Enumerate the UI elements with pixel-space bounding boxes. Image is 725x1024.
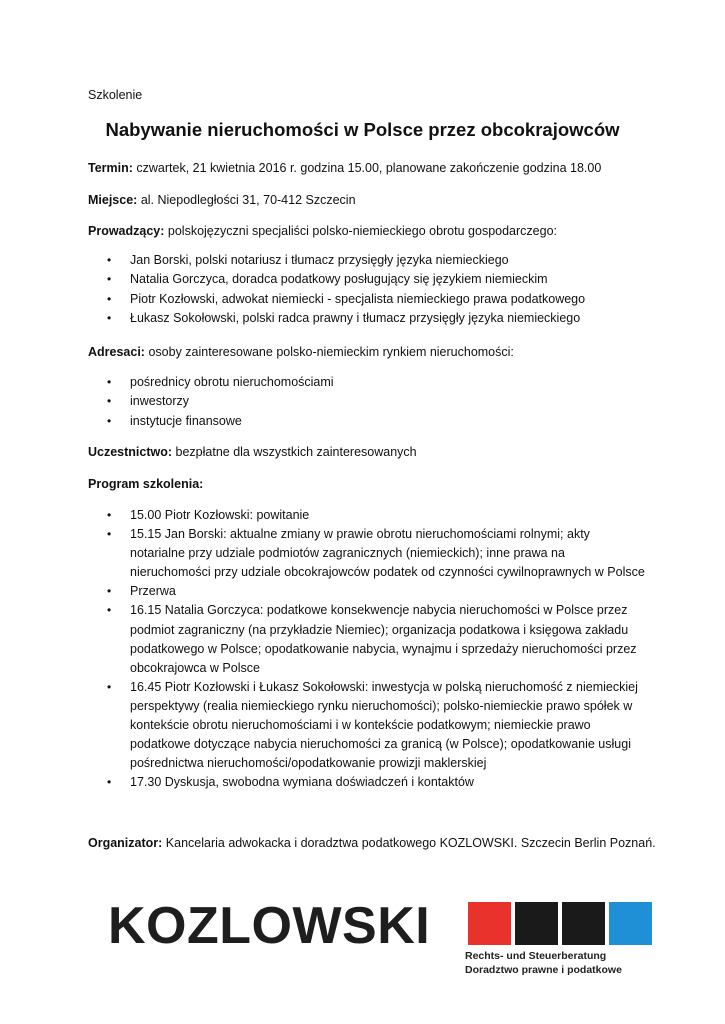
termin-text: czwartek, 21 kwietnia 2016 r. godzina 15.00, planowane zakończenie godzina 18.00	[132, 161, 602, 175]
list-item-text: Piotr Kozłowski, adwokat niemiecki - specjalista niemieckiego prawa podatkowego	[130, 291, 586, 306]
list-item	[88, 506, 655, 525]
list-item-text: podmiot zagraniczny (na przykładzie Niemiec); organizacja podatkowa i księgowa zakładu	[130, 622, 629, 637]
list-item-text: Jan Borski, polski notariusz i tłumacz przysięgły języka niemieckiego	[130, 253, 509, 267]
document-title: Nabywanie nieruchomości w Polsce przez obcokrajowców	[105, 119, 620, 140]
bullet-icon: •	[107, 272, 112, 287]
logo-square-black	[515, 902, 558, 945]
document-tag: Szkolenie	[88, 88, 143, 102]
list-item-text: instytucje finansowe	[130, 413, 242, 428]
logo-square-blue	[609, 902, 652, 945]
program-list	[88, 506, 655, 792]
kozlowski-logo	[88, 888, 638, 988]
miejsce-line	[88, 193, 655, 207]
prowadzacy-text: polskojęzyczni specjaliści polsko-niemieckiego obrotu gospodarczego:	[164, 224, 557, 238]
bullet-icon: •	[107, 310, 112, 325]
miejsce-label: Miejsce:	[88, 193, 138, 207]
logo-wordmark: KOZLOWSKI	[108, 897, 431, 955]
termin-line	[88, 161, 655, 175]
uczestnictwo-text: bezpłatne dla wszystkich zainteresowanych	[172, 445, 417, 459]
list-item-text: perspektywy (realia niemieckiego rynku nieruchomości); polsko-niemieckie prawo spółek w	[130, 698, 633, 713]
bullet-icon: •	[107, 375, 112, 389]
list-item-text: notarialne przy udziale podmiotów zagranicznych (niemieckich); inne prawa na	[130, 546, 565, 561]
list-item-text: 16.45 Piotr Kozłowski i Łukasz Sokołowski: inwestycja w polską nieruchomość z niemieckiej	[130, 679, 638, 694]
list-item	[88, 412, 655, 431]
bullet-icon: •	[107, 775, 112, 790]
organizator-text: Kancelaria adwokacka i doradztwa podatkowego KOZLOWSKI. Szczecin Berlin Poznań.	[162, 836, 656, 850]
adresaci-label: Adresaci:	[88, 345, 145, 359]
prowadzacy-line	[88, 224, 655, 238]
list-item-text: nieruchomości przy udziale obcokrajowców podatek od czynności cywilnoprawnych w Polsce	[130, 565, 645, 580]
list-item-text: 15.15 Jan Borski: aktualne zmiany w prawie obrotu nieruchomościami rolnymi; akty	[130, 527, 590, 542]
list-item-text: 17.30 Dyskusja, swobodna wymiana doświadczeń i kontaktów	[130, 775, 474, 790]
list-item-text: obcokrajowca w Polsce	[130, 660, 260, 675]
logo-square-black	[562, 902, 605, 945]
organizator-line	[88, 836, 655, 850]
list-item-text: inwestorzy	[130, 394, 190, 409]
adresaci-text: osoby zainteresowane polsko-niemieckim rynkiem nieruchomości:	[144, 345, 514, 359]
list-item-text: Łukasz Sokołowski, polski radca prawny i tłumacz przysięgły języka niemieckiego	[130, 310, 581, 325]
bullet-icon: •	[107, 508, 112, 522]
list-item-text: pośrednicy obrotu nieruchomościami	[130, 375, 334, 389]
organizator-label: Organizator:	[88, 836, 163, 850]
list-item	[88, 251, 655, 270]
bullet-icon: •	[107, 291, 112, 306]
uczestnictwo-line	[88, 445, 655, 459]
program-heading	[88, 477, 655, 491]
list-item-text: 15.00 Piotr Kozłowski: powitanie	[130, 508, 310, 522]
bullet-icon: •	[107, 584, 112, 599]
list-item	[88, 582, 655, 601]
miejsce-text: al. Niepodległości 31, 70-412 Szczecin	[137, 193, 356, 207]
list-item-text: podatkowego w Polsce; opodatkowanie nabycia, wynajmu i sprzedaży nieruchomości przez	[130, 641, 637, 656]
list-item	[88, 392, 655, 411]
bullet-icon: •	[107, 394, 112, 409]
prowadzacy-label: Prowadzący:	[88, 224, 165, 238]
termin-label: Termin:	[88, 161, 133, 175]
program-label: Program szkolenia:	[88, 477, 204, 491]
bullet-icon: •	[107, 603, 112, 618]
list-item-text: kontekście obrotu nieruchomościami i w kontekście podatkowym; niemieckie prawo	[130, 718, 591, 733]
list-item-text: podatkowe dotyczące nabycia nieruchomości za granicą (w Polsce); opodatkowanie usługi	[130, 737, 631, 752]
logo-subtitle-de: Rechts- und Steuerberatung	[465, 950, 607, 962]
adresaci-line	[88, 345, 655, 359]
list-item	[88, 773, 655, 792]
adresaci-list	[88, 373, 655, 431]
list-item-text: Natalia Gorczyca, doradca podatkowy posługujący się językiem niemieckim	[130, 272, 548, 287]
bullet-icon: •	[107, 413, 112, 428]
uczestnictwo-label: Uczestnictwo:	[88, 445, 173, 459]
list-item-text: 16.15 Natalia Gorczyca: podatkowe konsekwencje nabycia nieruchomości w Polsce przez	[130, 603, 628, 618]
logo-subtitle-pl: Doradztwo prawne i podatkowe	[465, 964, 622, 976]
bullet-icon: •	[107, 679, 112, 694]
bullet-icon: •	[107, 527, 112, 542]
list-item	[88, 601, 655, 677]
prowadzacy-list	[88, 251, 655, 328]
list-item	[88, 525, 655, 582]
list-item	[88, 309, 655, 328]
list-item	[88, 678, 655, 773]
bullet-icon: •	[107, 253, 112, 267]
list-item	[88, 290, 655, 309]
list-item-text: pośrednictwa nieruchomości/opodatkowanie prowizji maklerskiej	[130, 756, 487, 771]
list-item	[88, 373, 655, 392]
logo-square-red	[468, 902, 511, 945]
list-item-text: Przerwa	[130, 584, 176, 599]
list-item	[88, 270, 655, 289]
